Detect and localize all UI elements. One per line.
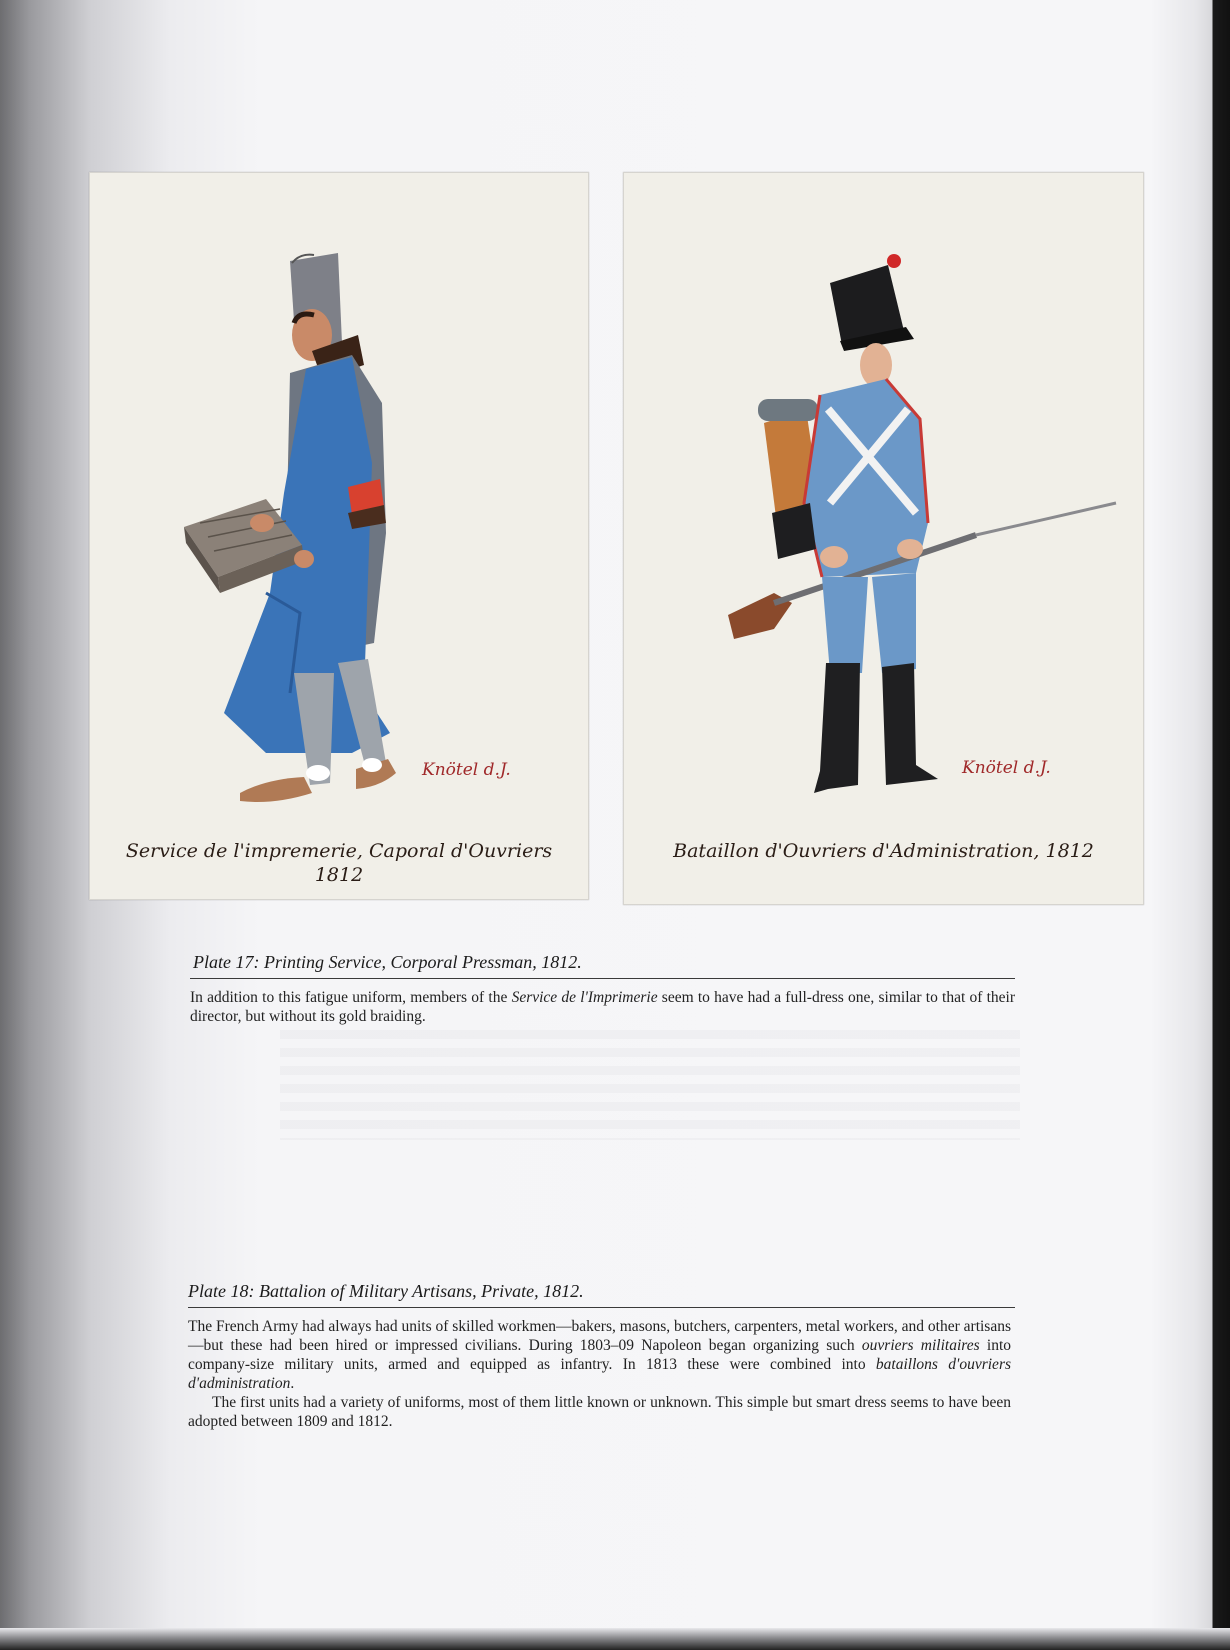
plate-18-paragraph-1: The French Army had always had units of skilled workmen—bakers, masons, butchers, carpenters, metal workers, and other artisans—but these had been hired or impressed civilians. During 1803–09 Napoleon began organizing such ouvriers militaires into company-size military units, armed and equipped as infantry. In 1813 these were combined into bataillons d'ouvriers d'administration. xyxy=(188,1318,1012,1392)
show-through-text xyxy=(280,1030,1020,1140)
soldier-figure-drawing xyxy=(624,173,1143,904)
page-bottom-edge xyxy=(0,1628,1230,1650)
plate-17-title: Plate 17: Printing Service, Corporal Pressman, 1812. xyxy=(193,952,582,972)
plate-18-rule xyxy=(188,1307,1015,1308)
plate-17-caption-line2: 1812 xyxy=(314,864,364,886)
printer-figure-drawing xyxy=(90,173,588,899)
plate-18-illustration xyxy=(623,172,1144,905)
plate-18-description xyxy=(188,1317,1011,1431)
plate-17-caption xyxy=(100,839,578,887)
plate-17-rule xyxy=(190,978,1015,979)
plate-18-signature: Knötel d.J. xyxy=(962,758,1051,778)
plate-18-caption: Bataillon d'Ouvriers d'Administration, 1812 xyxy=(673,840,1094,862)
plate-18-paragraph-2: The first units had a variety of uniforms, most of them little known or unknown. This simple but smart dress seems to have been adopted between 1809 and 1812. xyxy=(188,1394,1011,1430)
plate-18-title: Plate 18: Battalion of Military Artisans, Private, 1812. xyxy=(188,1281,584,1301)
plate-17-illustration xyxy=(89,172,589,900)
plate-17-caption-line1: Service de l'impremerie, Caporal d'Ouvriers xyxy=(125,840,553,862)
plate-17-description xyxy=(190,988,1015,1026)
plate-17-signature: Knötel d.J. xyxy=(422,760,511,780)
plate-17-paragraph: In addition to this fatigue uniform, members of the Service de l'Imprimerie seem to have had a full-dress one, similar to that of their director, but without its gold braiding. xyxy=(190,989,1016,1025)
